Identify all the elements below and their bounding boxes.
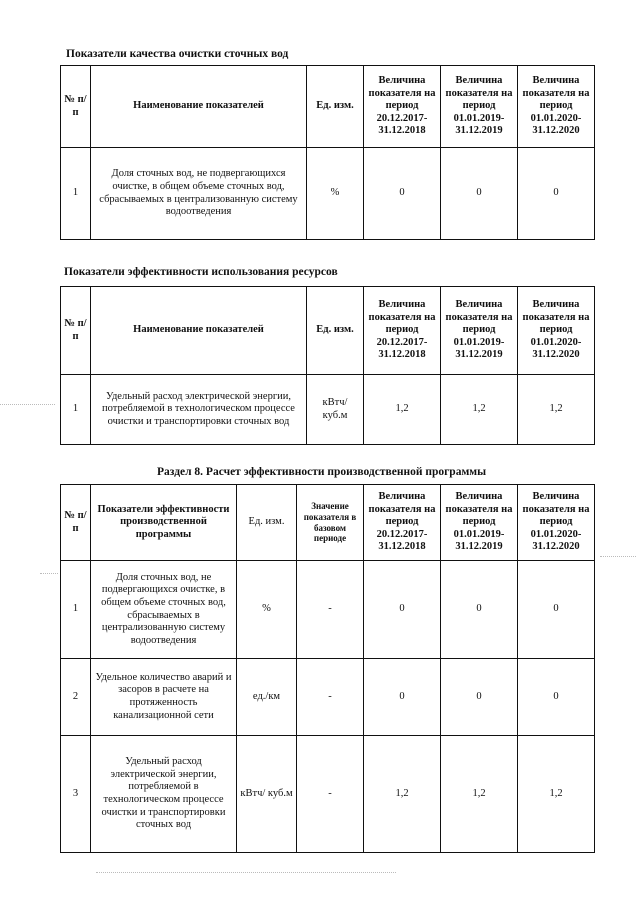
table-row — [61, 561, 595, 659]
row-value-2019: 1,2 — [441, 736, 518, 853]
row-name: Удельный расход электрической энергии, потребляемой в технологическом процессе очистки и транспортировки сточных вод — [91, 736, 237, 853]
row-value-2018: 1,2 — [364, 375, 441, 445]
row-value-2019: 0 — [441, 561, 518, 659]
row-value-2019: 0 — [441, 148, 518, 240]
row-unit: ед./км — [237, 659, 297, 736]
scan-artifact — [600, 556, 636, 558]
header-period-2018: Величина показателя на период 20.12.2017-31.12.2018 — [364, 287, 441, 375]
scan-artifact — [96, 872, 396, 874]
row-base-value: - — [297, 736, 364, 853]
efficiency-table — [60, 484, 595, 853]
header-period-2019: Величина показателя на период 01.01.2019-31.12.2019 — [441, 485, 518, 561]
row-unit: кВтч/ куб.м — [237, 736, 297, 853]
scan-artifact — [40, 573, 58, 575]
resources-table — [60, 286, 595, 445]
table2-title: Показатели эффективности использования ресурсов — [64, 266, 338, 278]
header-period-2020: Величина показателя на период 01.01.2020-31.12.2020 — [518, 287, 595, 375]
row-unit: % — [307, 148, 364, 240]
header-unit: Ед. изм. — [307, 287, 364, 375]
header-period-2020: Величина показателя на период 01.01.2020-31.12.2020 — [518, 66, 595, 148]
row-value-2020: 1,2 — [518, 736, 595, 853]
header-unit: Ед. изм. — [307, 66, 364, 148]
table-row — [61, 148, 595, 240]
header-num: № п/п — [61, 485, 91, 561]
row-num: 3 — [61, 736, 91, 853]
row-num: 1 — [61, 561, 91, 659]
row-value-2018: 0 — [364, 561, 441, 659]
row-name: Удельный расход электрической энергии, потребляемой в технологическом процессе очистки и транспортировки сточных вод — [91, 375, 307, 445]
row-num: 1 — [61, 148, 91, 240]
header-period-2018: Величина показателя на период 20.12.2017-31.12.2018 — [364, 66, 441, 148]
row-value-2020: 0 — [518, 561, 595, 659]
scan-artifact — [0, 404, 55, 406]
row-name: Доля сточных вод, не подвергающихся очистке, в общем объеме сточных вод, сбрасываемых в централизованную систему водоотведения — [91, 148, 307, 240]
header-name: Наименование показателей — [91, 287, 307, 375]
row-value-2020: 0 — [518, 659, 595, 736]
row-num: 2 — [61, 659, 91, 736]
header-period-2019: Величина показателя на период 01.01.2019-31.12.2019 — [441, 287, 518, 375]
table-row — [61, 736, 595, 853]
header-period-2020: Величина показателя на период 01.01.2020-31.12.2020 — [518, 485, 595, 561]
header-period-2018: Величина показателя на период 20.12.2017-31.12.2018 — [364, 485, 441, 561]
row-value-2018: 1,2 — [364, 736, 441, 853]
row-value-2020: 0 — [518, 148, 595, 240]
row-unit: кВтч/ куб.м — [307, 375, 364, 445]
table3-title: Раздел 8. Расчет эффективности производственной программы — [157, 466, 487, 478]
row-value-2019: 1,2 — [441, 375, 518, 445]
row-name: Удельное количество аварий и засоров в расчете на протяженность канализационной сети — [91, 659, 237, 736]
header-num: № п/п — [61, 66, 91, 148]
row-unit: % — [237, 561, 297, 659]
row-value-2020: 1,2 — [518, 375, 595, 445]
row-value-2018: 0 — [364, 148, 441, 240]
row-base-value: - — [297, 561, 364, 659]
row-value-2018: 0 — [364, 659, 441, 736]
header-name: Наименование показателей — [91, 66, 307, 148]
header-num: № п/п — [61, 287, 91, 375]
table-row — [61, 659, 595, 736]
row-num: 1 — [61, 375, 91, 445]
row-name: Доля сточных вод, не подвергающихся очистке, в общем объеме сточных вод, сбрасываемых в централизованную систему водоотведения — [91, 561, 237, 659]
row-base-value: - — [297, 659, 364, 736]
table-row — [61, 375, 595, 445]
header-base-period: Значение показателя в базовом периоде — [297, 485, 364, 561]
header-period-2019: Величина показателя на период 01.01.2019-31.12.2019 — [441, 66, 518, 148]
row-value-2019: 0 — [441, 659, 518, 736]
table1-title: Показатели качества очистки сточных вод — [66, 48, 289, 60]
header-name: Показатели эффективности производственной программы — [91, 485, 237, 561]
quality-table — [60, 65, 595, 240]
header-unit: Ед. изм. — [237, 485, 297, 561]
